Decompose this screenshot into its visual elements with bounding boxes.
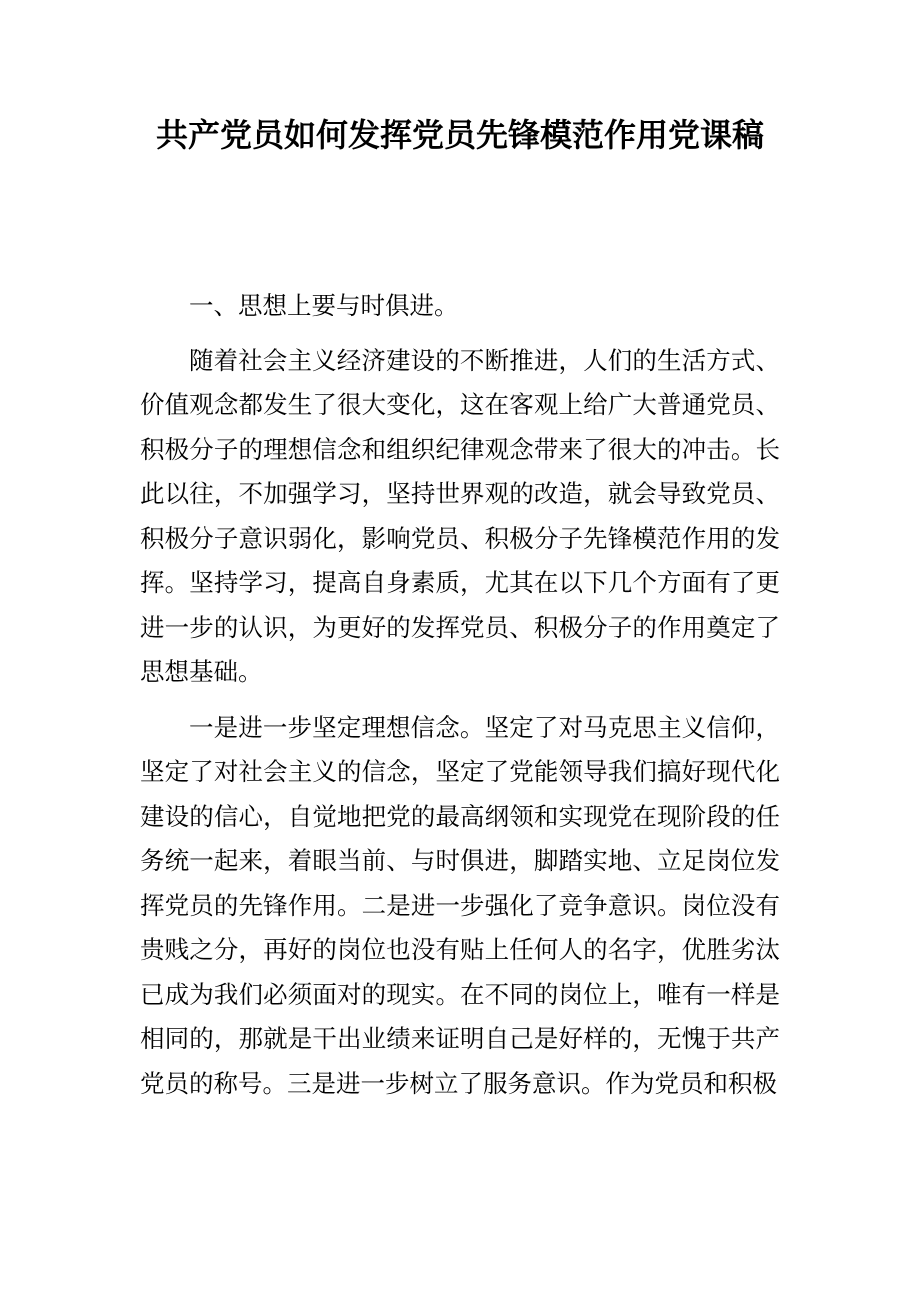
section-heading: 一、思想上要与时俱进。 [189,291,459,320]
document-title: 共产党员如何发挥党员先锋模范作用党课稿 [155,116,764,154]
paragraph: 随着社会主义经济建设的不断推进，人们的生活方式、价值观念都发生了很大变化，这在客观上给广大普通党员、积极分子的理想信念和组织纪律观念带来了很大的冲击。长此以往，不加强学习，坚持世界观的改造，就会导致党员、积极分子意识弱化，影响党员、积极分子先锋模范作用的发挥。坚持学习，提高自身素质，尤其在以下几个方面有了更进一步的认识，为更好的发挥党员、积极分子的作用奠定了思想基础。 [140,345,780,686]
paragraph: 一是进一步坚定理想信念。坚定了对马克思主义信仰，坚定了对社会主义的信念，坚定了党能领导我们搞好现代化建设的信心，自觉地把党的最高纲领和实现党在现阶段的任务统一起来，着眼当前、与时俱进，脚踏实地、立足岗位发挥党员的先锋作用。二是进一步强化了竞争意识。岗位没有贵贱之分，再好的岗位也没有贴上任何人的名字，优胜劣汰已成为我们必须面对的现实。在不同的岗位上，唯有一样是相同的，那就是干出业绩来证明自己是好样的，无愧于共产党员的称号。三是进一步树立了服务意识。作为党员和积极 [140,712,780,1098]
document-body [140,284,780,1106]
